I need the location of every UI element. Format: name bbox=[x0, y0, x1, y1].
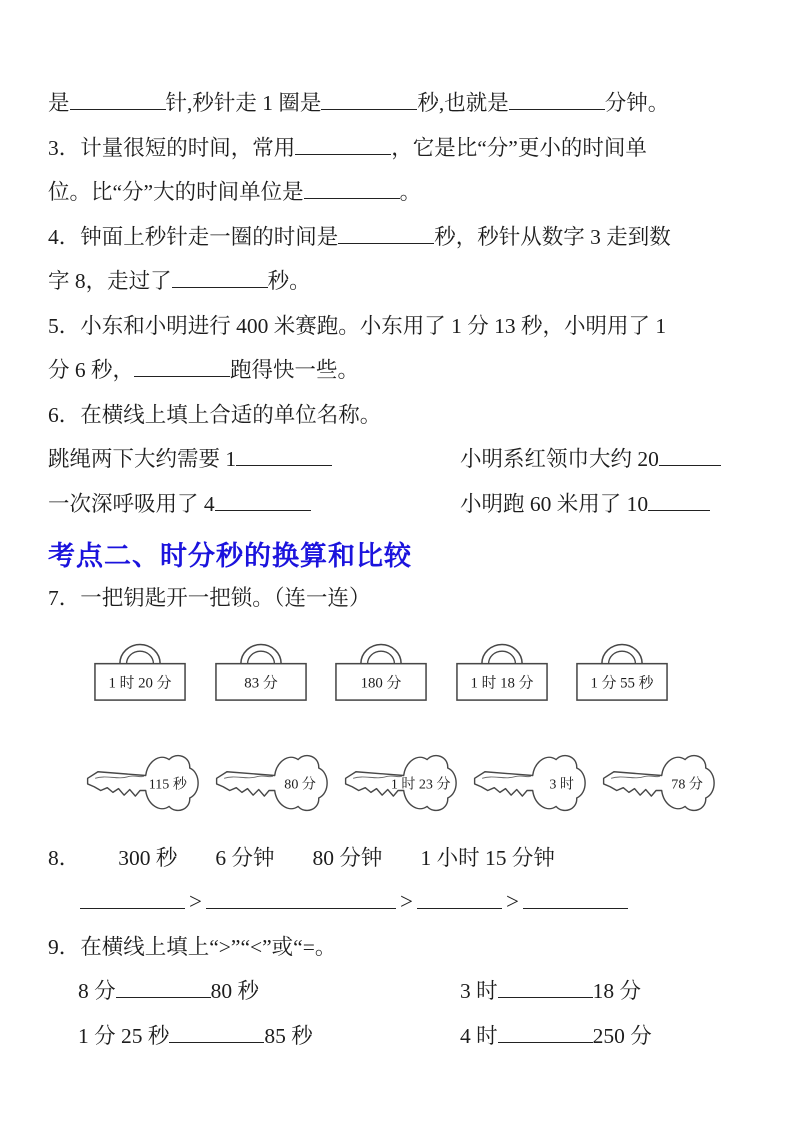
text-segment: 一次深呼吸用了 4 bbox=[48, 491, 215, 516]
key-label: 115 秒 bbox=[148, 776, 187, 793]
key-1 bbox=[82, 750, 200, 816]
q9-row-2 bbox=[48, 1014, 753, 1059]
text-segment: 85 秒 bbox=[264, 1023, 313, 1048]
text-segment: ，它是比“分”更小的时间单 bbox=[391, 135, 647, 160]
answer-blank bbox=[523, 907, 628, 909]
answer-blank bbox=[80, 907, 185, 909]
answer-blank bbox=[169, 1041, 264, 1043]
text-segment: 分钟。 bbox=[604, 91, 670, 115]
key-label: 1 时 23 分 bbox=[390, 776, 451, 793]
lock-5 bbox=[574, 633, 670, 702]
key-3 bbox=[340, 750, 458, 816]
q5-line-1 bbox=[48, 304, 753, 349]
key-2 bbox=[211, 750, 329, 816]
lock-shackle-icon bbox=[481, 644, 521, 663]
q8-comparison-line bbox=[48, 880, 753, 925]
q9-row2-right bbox=[460, 1014, 753, 1059]
lock-label: 180 分 bbox=[360, 675, 402, 692]
answer-blank bbox=[236, 464, 332, 466]
answer-blank bbox=[304, 197, 400, 199]
q6-row2-left bbox=[48, 482, 460, 527]
q3-line-1 bbox=[48, 126, 753, 171]
text-segment: 字 8，走过了 bbox=[48, 269, 172, 293]
greater-than-symbol: > bbox=[189, 889, 202, 914]
answer-blank bbox=[206, 907, 396, 909]
answer-blank bbox=[417, 907, 502, 909]
q6-row1-right bbox=[460, 437, 753, 482]
q5-line-2 bbox=[48, 348, 753, 393]
greater-than-symbol: > bbox=[399, 889, 413, 914]
answer-blank bbox=[338, 242, 434, 244]
lock-1 bbox=[92, 633, 188, 702]
answer-blank bbox=[659, 464, 721, 466]
answer-blank bbox=[648, 509, 710, 511]
text-segment: 4．钟面上秒针走一圈的时间是 bbox=[48, 224, 339, 249]
q4-line-1 bbox=[48, 215, 753, 260]
q6-row2-right bbox=[460, 482, 753, 527]
q6-title bbox=[48, 393, 753, 438]
q9-row1-right bbox=[460, 969, 753, 1014]
q8-values-line bbox=[48, 836, 753, 881]
key-5 bbox=[598, 750, 716, 816]
q6-row-1 bbox=[48, 437, 753, 482]
locks-row bbox=[92, 633, 670, 702]
text-segment: 针,秒针走 1 圈是 bbox=[165, 91, 322, 115]
key-label: 3 时 bbox=[549, 776, 574, 793]
text-segment: 5．小东和小明进行 400 米赛跑。小东用了 1 分 13 秒，小明用了 1 bbox=[48, 313, 667, 338]
text-segment: 8 分 bbox=[78, 979, 116, 1003]
lock-4 bbox=[454, 633, 550, 702]
text-segment: 秒,也就是 bbox=[417, 91, 509, 115]
lock-label: 83 分 bbox=[243, 675, 278, 692]
q9-row1-left bbox=[78, 969, 460, 1014]
answer-blank bbox=[321, 108, 417, 110]
q8-value: 1 小时 15 分钟 bbox=[420, 845, 555, 870]
lock-3 bbox=[333, 633, 429, 702]
text-segment: 跳绳两下大约需要 1 bbox=[48, 447, 237, 471]
text-segment: 小明系红领巾大约 20 bbox=[460, 447, 659, 471]
lock-label: 1 分 55 秒 bbox=[590, 675, 654, 692]
q9-row2-left bbox=[78, 1014, 460, 1059]
q9-title bbox=[48, 925, 753, 970]
lock-label: 1 时 20 分 bbox=[108, 675, 172, 692]
lock-shackle-icon bbox=[602, 644, 642, 663]
text-segment: 跑得快一些。 bbox=[230, 358, 360, 382]
text-segment: 80 秒 bbox=[210, 979, 260, 1003]
q6-row1-left bbox=[48, 437, 460, 482]
text-segment: 8． bbox=[48, 845, 81, 870]
q4-line-2 bbox=[48, 259, 753, 304]
text-segment: 4 时 bbox=[460, 1023, 498, 1048]
keys-row bbox=[82, 750, 716, 816]
answer-blank bbox=[172, 286, 268, 288]
q8-value: 300 秒 bbox=[118, 845, 178, 870]
lock-shackle-icon bbox=[240, 644, 280, 663]
q8-value: 6 分钟 bbox=[215, 845, 275, 870]
answer-blank bbox=[70, 108, 166, 110]
text-segment: 250 分 bbox=[592, 1023, 652, 1048]
q9-row-1 bbox=[48, 969, 753, 1014]
text-segment: 。 bbox=[399, 180, 422, 204]
text-segment: 9．在横线上填上“>”“<”或“=。 bbox=[48, 934, 337, 959]
answer-blank bbox=[295, 153, 391, 155]
q2-tail-line bbox=[48, 81, 753, 126]
answer-blank bbox=[509, 108, 605, 110]
q8-value: 80 分钟 bbox=[312, 845, 383, 870]
answer-blank bbox=[215, 509, 311, 511]
text-segment: 3 时 bbox=[460, 979, 498, 1003]
text-segment: 位。比“分”大的时间单位是 bbox=[48, 180, 304, 204]
key-label: 78 分 bbox=[671, 776, 703, 793]
section-heading-kaodian2: 考点二、时分秒的换算和比较 bbox=[48, 541, 412, 571]
text-segment: 7．一把钥匙开一把锁。（连一连） bbox=[48, 586, 371, 610]
lock-shackle-icon bbox=[120, 644, 160, 663]
text-segment: 分 6 秒， bbox=[48, 358, 135, 382]
text-segment: 6．在横线上填上合适的单位名称。 bbox=[48, 402, 382, 427]
lock-2 bbox=[213, 633, 309, 702]
answer-blank bbox=[116, 996, 211, 998]
lock-label: 1 时 18 分 bbox=[469, 675, 534, 692]
key-4 bbox=[469, 750, 587, 816]
lock-shackle-icon bbox=[361, 644, 401, 663]
answer-blank bbox=[498, 996, 593, 998]
text-segment: 3．计量很短的时间，常用 bbox=[48, 135, 296, 160]
key-label: 80 分 bbox=[284, 776, 316, 793]
text-segment: 小明跑 60 米用了 10 bbox=[460, 491, 649, 516]
text-segment: 1 分 25 秒 bbox=[78, 1023, 170, 1048]
q6-row-2 bbox=[48, 482, 753, 527]
greater-than-symbol: > bbox=[505, 889, 519, 914]
text-segment: 18 分 bbox=[592, 979, 642, 1003]
answer-blank bbox=[498, 1041, 593, 1043]
text-segment: 是 bbox=[48, 91, 70, 115]
answer-blank bbox=[134, 375, 230, 377]
q7-title bbox=[48, 576, 753, 621]
q3-line-2 bbox=[48, 170, 753, 215]
text-segment: 秒，秒针从数字 3 走到数 bbox=[434, 224, 671, 249]
text-segment: 秒。 bbox=[267, 269, 311, 293]
